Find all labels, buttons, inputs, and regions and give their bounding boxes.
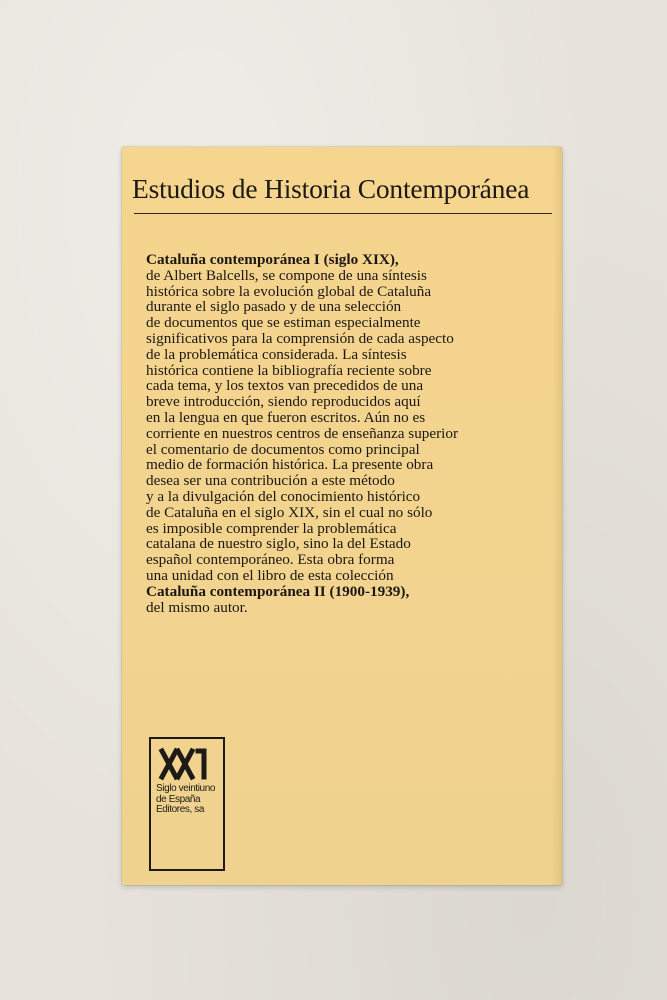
- blurb-line: Cataluña contemporánea I (siglo XIX),: [146, 251, 399, 268]
- blurb-line: Cataluña contemporánea II (1900-1939),: [146, 582, 410, 600]
- publisher-name: [156, 784, 224, 816]
- blurb-line: histórica sobre la evolución global de Cataluña: [146, 282, 432, 300]
- book-back-cover: [122, 147, 562, 885]
- blurb-line: histórica contiene la bibliografía reciente sobre: [146, 361, 432, 379]
- publisher-logo: [149, 737, 225, 871]
- title-rule: [134, 213, 552, 214]
- blurb-text: [146, 252, 546, 615]
- blurb-line: es imposible comprender la problemática: [146, 519, 397, 537]
- blurb-line: en la lengua en que fueron escritos. Aún no es: [146, 408, 426, 426]
- blurb-line: significativos para la comprensión de cada aspecto: [146, 329, 454, 347]
- blurb-line: durante el siglo pasado y de una selección: [146, 298, 402, 316]
- blurb-line: español contemporáneo. Esta obra forma: [146, 551, 395, 569]
- blurb-line: y a la divulgación del conocimiento histórico: [146, 487, 421, 505]
- blurb-line: el comentario de documentos como principal: [146, 440, 420, 458]
- blurb-line: de Albert Balcells, se compone de una síntesis: [146, 266, 427, 284]
- siglo-xxi-logo-icon: [158, 747, 216, 781]
- publisher-line: Siglo veintiuno: [156, 783, 216, 794]
- publisher-line: de España: [156, 793, 201, 805]
- blurb-line: desea ser una contribución a este método: [146, 472, 395, 490]
- blurb-line: del mismo autor.: [146, 598, 248, 616]
- blurb-line: una unidad con el libro de esta colección: [146, 566, 394, 584]
- series-title: Estudios de Historia Contemporánea: [132, 173, 530, 204]
- blurb-line: breve introducción, siendo reproducidos aquí: [146, 393, 421, 411]
- blurb-line: cada tema, y los textos van precedidos de una: [146, 377, 424, 395]
- blurb-line: corriente en nuestros centros de enseñanza superior: [146, 424, 459, 442]
- blurb-line: de Cataluña en el siglo XIX, sin el cual no sólo: [146, 503, 433, 521]
- blurb-line: de documentos que se estiman especialmente: [146, 314, 421, 332]
- blurb-line: medio de formación histórica. La presente obra: [146, 456, 434, 474]
- blurb-line: catalana de nuestro siglo, sino la del Estado: [146, 535, 411, 553]
- publisher-line: Editores, sa: [156, 804, 205, 815]
- blurb-line: de la problemática considerada. La síntesis: [146, 345, 407, 363]
